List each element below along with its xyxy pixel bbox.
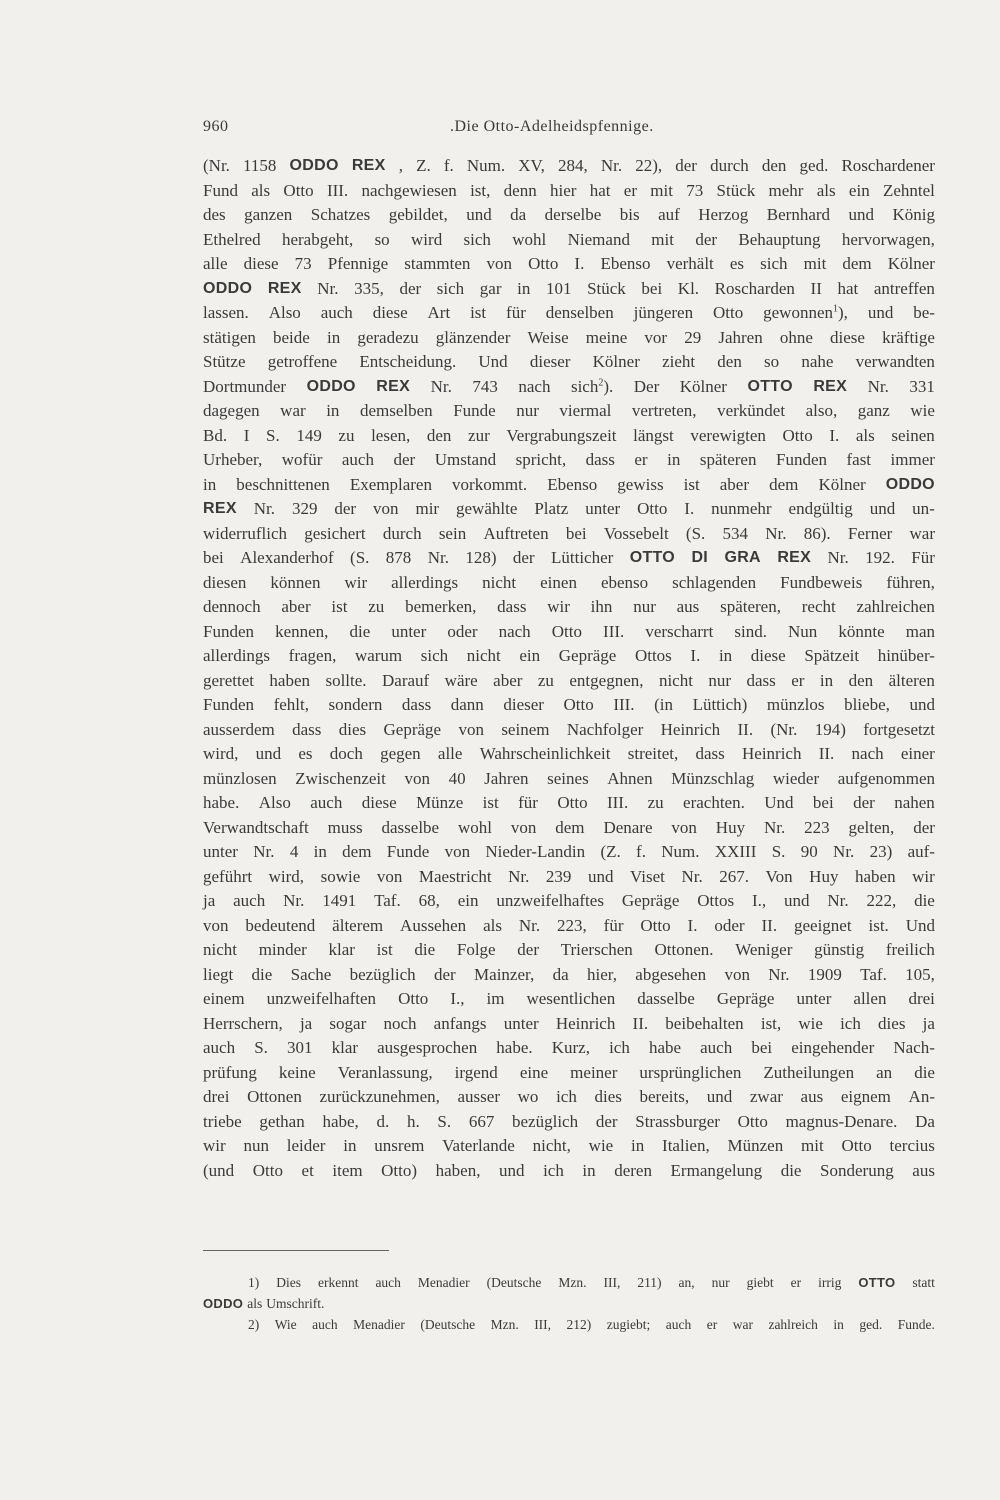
text-line: dagegen war in demselben Funde nur viermal vertreten, verkündet also, ganz wie — [203, 401, 935, 420]
text-line: drei Ottonen zurückzunehmen, ausser wo ich dies bereits, und zwar aus eignem An- — [203, 1087, 935, 1106]
text-line: wird, und es doch gegen alle Wahrscheinlichkeit streitet, dass Heinrich II. nach einer — [203, 744, 935, 763]
text-line: münzlosen Zwischenzeit von 40 Jahren seines Ahnen Münzschlag wieder aufgenommen — [203, 768, 935, 788]
text-line: nicht minder klar ist die Folge der Trierschen Ottonen. Weniger günstig freilich — [203, 940, 935, 959]
text-line: Verwandtschaft muss dasselbe wohl von dem Denare von Huy Nr. 223 gelten, der — [203, 817, 935, 837]
text-line: ODDO REX Nr. 335, der sich gar in 101 Stück bei Kl. Roscharden II hat antreffen — [203, 278, 935, 298]
running-title: .Die Otto-Adelheidspfennige. — [450, 118, 654, 135]
text-line: (Nr. 1158 ODDO REX , Z. f. Num. XV, 284, Nr. 22), der durch den ged. Roschardener — [203, 156, 935, 175]
text-line: triebe gethan habe, d. h. S. 667 bezüglich der Strassburger Otto magnus-Denare. Da — [203, 1111, 935, 1131]
text-line: Stütze getroffene Entscheidung. Und dieser Kölner zieht den so nahe verwandten — [203, 352, 935, 371]
text-line: einem unzweifelhaften Otto I., im wesentlichen dasselbe Gepräge unter allen drei — [203, 989, 935, 1008]
text-line: geführt wird, sowie von Maestricht Nr. 239 und Viset Nr. 267. Von Huy haben wir — [203, 866, 935, 886]
text-line: Dortmunder ODDO REX Nr. 743 nach sich$^2$). Der Kölner OTTO REX Nr. 331 — [203, 376, 935, 396]
text-line: allerdings fragen, warum sich nicht ein Gepräge Ottos I. in diese Spätzeit hinüber- — [203, 646, 935, 665]
text-line: stätigen beide in geradezu glänzender Weise meine vor 29 Jahren ohne diese kräftige — [203, 327, 935, 347]
text-line: Herrschern, ja sogar noch anfangs unter Heinrich II. beibehalten ist, wie ich dies ja — [203, 1013, 935, 1033]
text-line: auch S. 301 klar ausgesprochen habe. Kurz, ich habe auch bei eingehender Nach- — [203, 1038, 935, 1057]
text-line: des ganzen Schatzes gebildet, und da derselbe bis auf Herzog Bernhard und König — [203, 205, 935, 224]
text-line: Ethelred herabgeht, so wird sich wohl Niemand mit der Behauptung hervorwagen, — [203, 229, 935, 249]
text-line: lassen. Also auch diese Art ist für denselben jüngeren Otto gewonnen$^1$), und be- — [203, 303, 935, 322]
text-line: gerettet haben sollte. Darauf wäre aber zu entgegnen, nicht nur dass er in den älteren — [203, 670, 935, 690]
footnote-line: ODDO als Umschrift. — [203, 1296, 325, 1311]
footnote-line: 2) Wie auch Menadier (Deutsche Mzn. III, 212) zugiebt; auch er war zahlreich in ged. Funde. — [248, 1317, 935, 1332]
text-line: Bd. I S. 149 zu lesen, den zur Vergrabungszeit längst verewigten Otto I. als seinen — [203, 425, 935, 445]
text-line: (und Otto et item Otto) haben, und ich in deren Ermangelung die Sonderung aus — [203, 1160, 935, 1180]
text-line: liegt die Sache bezüglich der Mainzer, da hier, abgesehen von Nr. 1909 Taf. 105, — [203, 964, 935, 984]
footnote-rule — [203, 1250, 389, 1251]
text-line: in beschnittenen Exemplaren vorkommt. Ebenso gewiss ist aber dem Kölner ODDO — [203, 474, 935, 494]
text-line: ausserdem dass dies Gepräge von seinem Nachfolger Heinrich II. (Nr. 194) fortgesetzt — [203, 719, 935, 739]
page-number: 960 — [203, 118, 229, 135]
text-line: prüfung keine Veranlassung, irgend eine meiner ursprünglichen Zutheilungen an die — [203, 1062, 935, 1082]
text-line: unter Nr. 4 in dem Funde von Nieder-Landin (Z. f. Num. XXIII S. 90 Nr. 23) auf- — [203, 842, 935, 861]
text-line: bei Alexanderhof (S. 878 Nr. 128) der Lütticher OTTO DI GRA REX Nr. 192. Für — [203, 548, 935, 567]
text-line: wir nun leider in unsrem Vaterlande nicht, wie in Italien, Münzen mit Otto tercius — [203, 1136, 935, 1155]
text-line: dennoch aber ist zu bemerken, dass wir ihn nur aus späteren, recht zahlreichen — [203, 597, 935, 616]
text-line: alle diese 73 Pfennige stammten von Otto I. Ebenso verhält es sich mit dem Kölner — [203, 254, 935, 273]
text-line: Urheber, wofür auch der Umstand spricht, dass er in späteren Funden fast immer — [203, 450, 935, 469]
text-line: Funden kennen, die unter oder nach Otto III. verscharrt sind. Nun könnte man — [203, 621, 935, 641]
text-line: von bedeutend älterem Aussehen als Nr. 223, für Otto I. oder II. geeignet ist. Und — [203, 915, 935, 935]
body-text — [203, 154, 935, 1183]
footnote-line: 1) Dies erkennt auch Menadier (Deutsche Mzn. III, 211) an, nur giebt er irrig OTTO statt — [248, 1275, 935, 1290]
text-line: Fund als Otto III. nachgewiesen ist, denn hier hat er mit 73 Stück mehr als ein Zehntel — [203, 180, 935, 200]
text-line: Funden fehlt, sondern dass dann dieser Otto III. (in Lüttich) münzlos bliebe, und — [203, 695, 935, 714]
text-line: REX Nr. 329 der von mir gewählte Platz unter Otto I. nunmehr endgültig und un- — [203, 499, 935, 518]
footnotes — [203, 1272, 935, 1335]
text-line: widerruflich gesichert durch sein Auftreten bei Vossebelt (S. 534 Nr. 86). Ferner war — [203, 523, 935, 543]
text-line: diesen können wir allerdings nicht einen ebenso schlagenden Fundbeweis führen, — [203, 572, 935, 592]
text-line: ja auch Nr. 1491 Taf. 68, ein unzweifelhaftes Gepräge Ottos I., und Nr. 222, die — [203, 891, 935, 910]
text-line: habe. Also auch diese Münze ist für Otto III. zu erachten. Und bei der nahen — [203, 793, 935, 812]
